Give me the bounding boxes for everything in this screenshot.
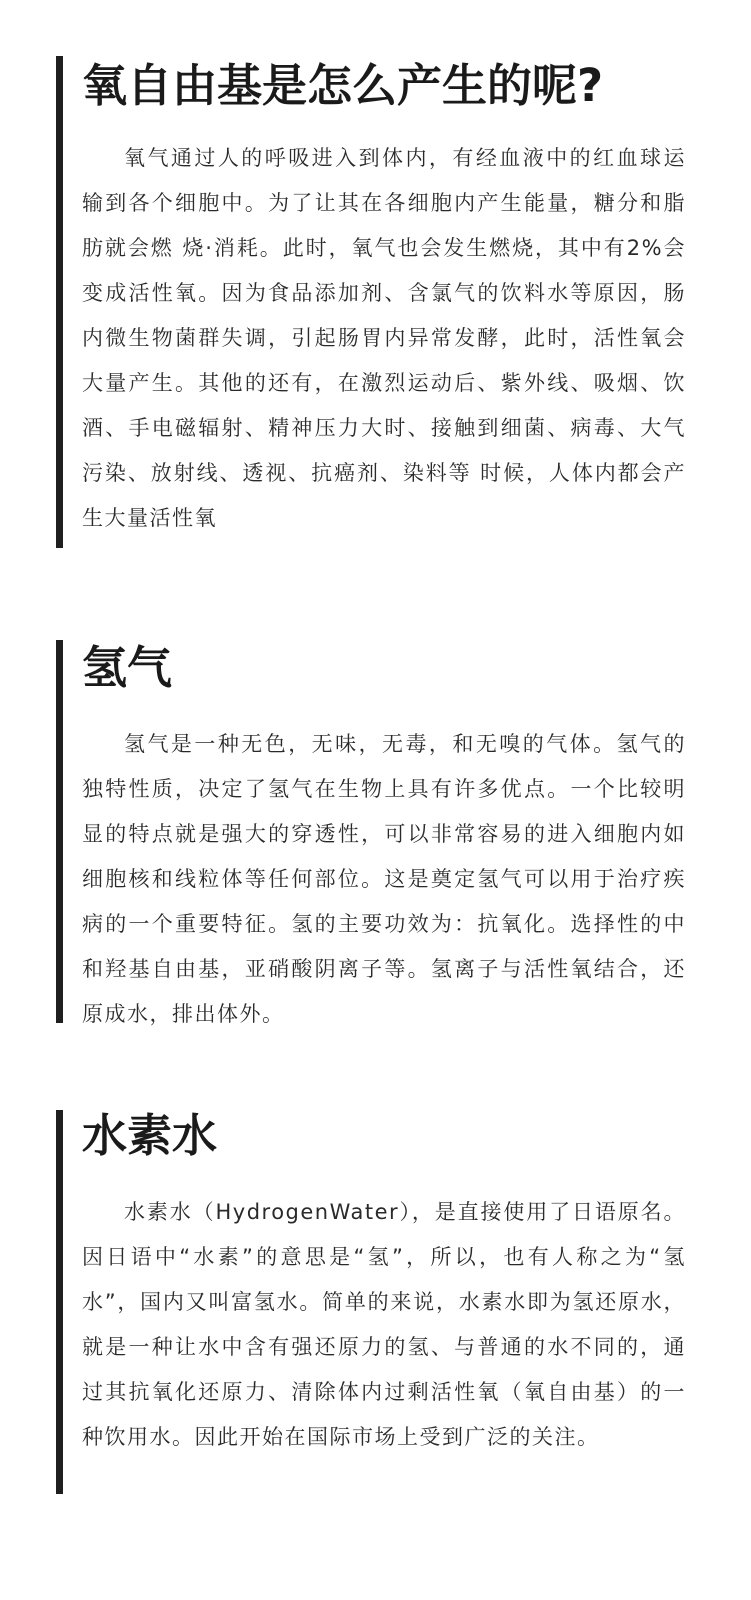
section-paragraph: 水素水（HydrogenWater），是直接使用了日语原名。因日语中“水素”的意思是“氢”，所以，也有人称之为“氢水”，国内又叫富氢水。简单的来说，水素水即为氢还原水，就是一种让水中含有强还原力的氢、与普通的水不同的，通过其抗氧化还原力、清除体内过剩活性氧（氧自由基）的一种饮用水。因此开始在国际市场上受到广泛的关注。 xyxy=(82,1200,686,1449)
section-oxygen-radicals xyxy=(56,56,686,548)
section-title: 水素水 xyxy=(82,1109,218,1162)
section-paragraph: 氧气通过人的呼吸进入到体内，有经血液中的红血球运输到各个细胞中。为了让其在各细胞内产生能量，糖分和脂肪就会燃 烧·消耗。此时，氧气也会发生燃烧，其中有2%会变成活性氧。因为食品添加剂、含氯气的饮料水等原因，肠内微生物菌群失调，引起肠胃内异常发酵，此时，活性氧会大量产生。其他的还有，在激烈运动后、紫外线、吸烟、饮酒、手电磁辐射、精神压力大时、接触到细菌、病毒、大气污染、放射线、透视、抗癌剂、染料等 时候，人体内都会产生大量活性氧 xyxy=(82,146,686,530)
section-hydrogen-water xyxy=(56,1110,686,1494)
section-title: 氢气 xyxy=(82,641,173,694)
section-hydrogen-gas xyxy=(56,640,686,1026)
section-title: 氧自由基是怎么产生的呢? xyxy=(82,59,604,112)
section-paragraph: 氢气是一种无色，无味，无毒，和无嗅的气体。氢气的独特性质，决定了氢气在生物上具有许多优点。一个比较明显的特点就是强大的穿透性，可以非常容易的进入细胞内如细胞核和线粒体等任何部位。这是奠定氢气可以用于治疗疾病的一个重要特征。氢的主要功效为：抗氧化。选择性的中 和羟基自由基，亚硝酸阴离子等。氢离子与活性氧结合，还原成水，排出体外。 xyxy=(82,732,686,1026)
